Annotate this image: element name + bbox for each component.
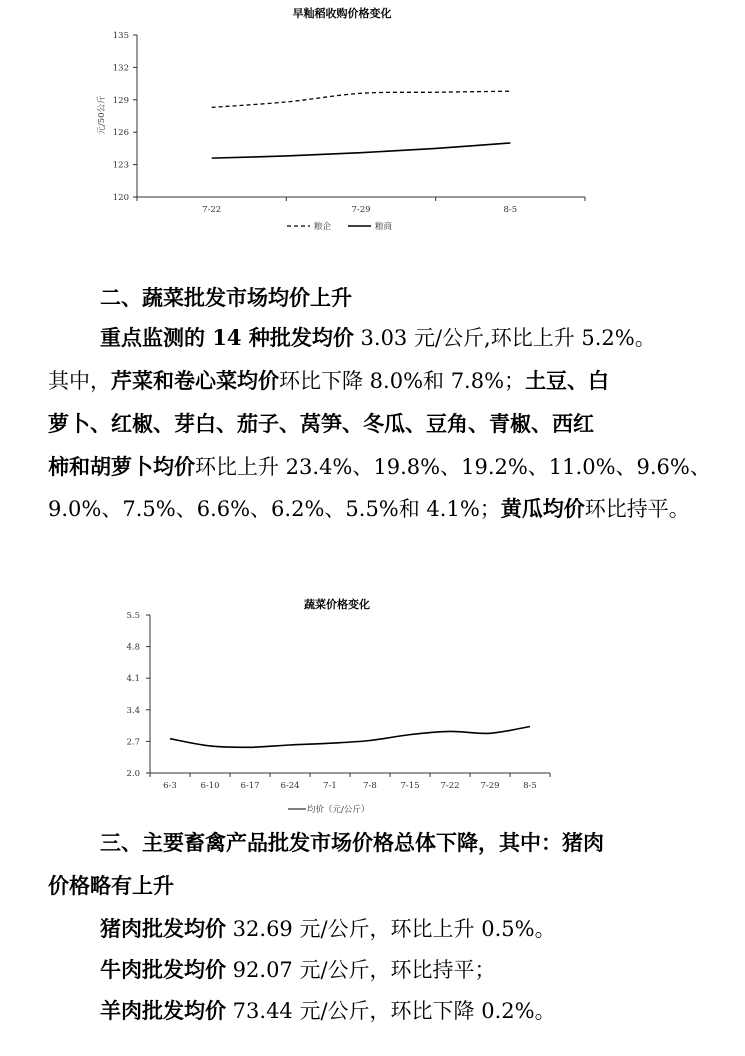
body-text: 73.44 元/公斤，环比下降 0.2%。: [226, 999, 556, 1023]
y-tick-label: 2.0: [126, 769, 140, 779]
x-tick-label: 8-5: [523, 781, 537, 791]
beef-line: [100, 955, 745, 985]
chart-legend: [288, 804, 369, 815]
x-tick-label: 8-5: [503, 205, 518, 215]
bold-text: 柿和胡萝卜均价: [48, 454, 195, 479]
bold-text: 黄瓜均价: [500, 496, 585, 521]
x-tick-label: 6-3: [163, 781, 177, 791]
series-line-粮企: [212, 91, 511, 107]
bold-text: 猪肉批发均价: [100, 916, 226, 941]
bold-text: 萝卜、红椒、芽白、茄子、莴笋、冬瓜、豆角、青椒、西红: [48, 411, 594, 436]
bold-text: 羊肉批发均价: [100, 998, 226, 1023]
x-tick-label: 7-1: [323, 781, 337, 791]
x-tick-label: 6-24: [280, 781, 300, 791]
y-tick-label: 120: [112, 193, 129, 203]
x-tick-label: 7-22: [440, 781, 460, 791]
paragraph-line: [48, 494, 738, 524]
x-tick-label: 7-8: [363, 781, 377, 791]
body-text: 32.69 元/公斤，环比上升 0.5%。: [226, 917, 556, 941]
paragraph-line: [48, 366, 738, 396]
chart-title: 蔬菜价格变化: [304, 598, 370, 611]
bold-text: 重点监测的 14 种批发均价: [100, 325, 354, 350]
bold-text: 牛肉批发均价: [100, 957, 226, 982]
y-tick-label: 126: [112, 128, 129, 139]
paragraph-line: [48, 452, 738, 482]
body-text: 其中，: [48, 369, 111, 393]
y-tick-label: 2.7: [126, 737, 140, 748]
body-text: 92.07 元/公斤，环比持平；: [226, 958, 496, 982]
paragraph-line: [48, 409, 738, 439]
body-text: 9.0%、7.5%、6.6%、6.2%、5.5%和 4.1%；: [48, 497, 501, 521]
x-tick-label: 7-22: [202, 205, 222, 215]
paragraph-line: [100, 323, 745, 353]
y-tick-label: 132: [112, 63, 129, 74]
y-tick-label: 135: [112, 31, 129, 41]
chart-legend: [287, 221, 393, 232]
series-line-粮商: [212, 143, 511, 158]
bold-text: 土豆、白: [525, 368, 610, 393]
section2-heading: 二、蔬菜批发市场均价上升: [100, 285, 352, 310]
y-tick-label: 4.1: [126, 674, 140, 685]
x-tick-label: 7-29: [351, 205, 371, 215]
mutton-line: [100, 996, 745, 1026]
y-tick-label: 4.8: [126, 642, 140, 653]
vegetable-price-chart: [0, 590, 745, 825]
chart-title: 早籼稻收购价格变化: [292, 7, 392, 20]
legend-label: 粮企: [314, 222, 332, 232]
rice-price-chart: [0, 0, 745, 240]
y-tick-label: 129: [112, 95, 129, 106]
series-line-avg: [170, 727, 530, 748]
y-tick-label: 5.5: [126, 611, 140, 621]
body-text: 环比持平。: [584, 497, 690, 521]
pork-line: [100, 914, 745, 944]
x-tick-label: 7-29: [480, 781, 500, 791]
y-tick-label: 3.4: [126, 705, 140, 716]
section3-heading-cont: 价格略有上升: [48, 873, 174, 898]
body-text: 环比下降 8.0%和 7.8%；: [279, 369, 526, 393]
x-tick-label: 7-15: [400, 781, 420, 791]
section3-heading: 三、主要畜禽产品批发市场价格总体下降，其中：猪肉: [100, 830, 604, 855]
x-tick-label: 6-17: [240, 781, 260, 791]
x-tick-label: 6-10: [200, 781, 220, 791]
y-axis-label: 元/50公斤: [97, 95, 107, 135]
legend-label: 粮商: [375, 222, 393, 232]
legend-label: 均价（元/公斤）: [307, 805, 370, 815]
body-text: 3.03 元/公斤,环比上升 5.2%。: [353, 326, 656, 350]
y-tick-label: 123: [112, 160, 129, 171]
bold-text: 芹菜和卷心菜均价: [111, 368, 279, 393]
body-text: 环比上升 23.4%、19.8%、19.2%、11.0%、9.6%、: [195, 455, 711, 479]
